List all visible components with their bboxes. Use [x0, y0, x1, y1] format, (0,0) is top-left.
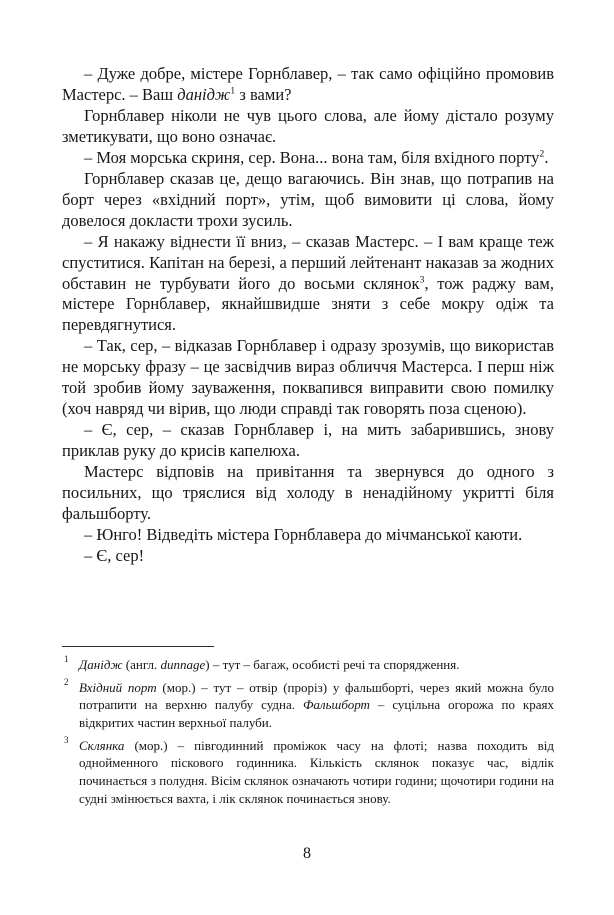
- page-number: 8: [303, 845, 311, 862]
- text-run: .: [544, 147, 549, 167]
- footnotes-block: [62, 656, 554, 812]
- text-run: Склянка: [79, 737, 125, 753]
- text-run: данідж: [177, 84, 231, 104]
- text-run: – суцільна огорожа по краях відкритих частин верхньої палуби.: [79, 697, 554, 731]
- footnote-separator: [62, 646, 214, 647]
- text-run: Вхідний порт: [79, 679, 157, 695]
- text-run: dunnage: [160, 657, 206, 672]
- text-run: – Дуже добре, містере Горнблавер, – так само офіційно промовив Мастерс. – Ваш: [62, 64, 554, 104]
- paragraph: [62, 64, 554, 106]
- text-run: – Я накажу віднести її вниз, – сказав Мастерс. – І вам краще теж спуститися. Капітан на березі, а перший лейтенант наказав за жодних обставин не турбувати його до восьми склянок: [62, 231, 554, 293]
- text-run: (мор.) – тут – отвір (проріз) у фальшборті, через який можна було потрапити на верхню палубу судна.: [79, 679, 554, 713]
- body-text: [62, 64, 554, 567]
- paragraph: [62, 546, 554, 567]
- paragraph: [62, 106, 554, 148]
- text-run: , тож раджу вам, містере Горнблавер, якнайшвидше зняти з себе мокру одіж та перевдягнутися.: [62, 273, 554, 335]
- paragraph: [62, 525, 554, 546]
- paragraph: [62, 420, 554, 462]
- paragraph: [62, 462, 554, 525]
- text-run: Мастерс відповів на привітання та звернувся до одного з посильних, що тряслися від холоду в ненадійному укритті біля фальшборту.: [62, 462, 554, 524]
- text-run: (мор.) – півгодинний проміжок часу на флоті; назва походить від однойменного піскового годинника. Кількість склянок показує час, відлік починається з полудня. Вісім склянок означають чотири години; щочотири години на судні змінюється вахта, і лік склянок починається знову.: [79, 737, 554, 806]
- paragraph: [62, 336, 554, 420]
- paragraph: [62, 169, 554, 232]
- text-run: Фальшборт: [302, 697, 370, 713]
- text-run: – Юнго! Відведіть містера Горнблавера до мічманської каюти.: [84, 524, 523, 544]
- text-run: – Так, сер, – відказав Горнблавер і одразу зрозумів, що використав не морську фразу – це засвідчив вираз обличчя Мастерса. І перш ніж той зробив йому зауваження, поквапився виправити свою помилку (хоч навряд чи вірив, що люди справді так говорять поза сценою).: [62, 336, 554, 419]
- footnote-reference: 2: [539, 148, 545, 160]
- text-run: Горнблавер ніколи не чув цього слова, але йому дістало розуму зметикувати, що воно означає.: [62, 105, 554, 146]
- footnote-item: 2 Вхідний порт (мор.) – тут – отвір (проріз) у фальшборті, через який можна було потрапити на верхню палубу судна. Фальшборт – суцільна огорожа по краях відкритих частин верхньої палуби.: [64, 676, 554, 731]
- text-run: – Є, сер, – сказав Горнблавер і, на мить забарившись, знову приклав руку до крисів капелюха.: [62, 420, 554, 461]
- text-run: з вами?: [235, 84, 292, 104]
- footnote-reference: 1: [230, 85, 236, 97]
- footnote-item: 1 Данідж (англ. dunnage) – тут – багаж, особисті речі та спорядження.: [64, 654, 460, 672]
- text-run: Данідж: [79, 657, 123, 672]
- text-run: (англ.: [122, 657, 161, 672]
- footnote-reference: 3: [419, 274, 425, 286]
- paragraph: [62, 232, 554, 337]
- text-run: Горнблавер сказав це, дещо вагаючись. Він знав, що потрапив на борт через «вхідний порт», утім, щоб вимовити ці слова, йому довелося докласти трохи зусиль.: [62, 168, 554, 230]
- text-run: – Є, сер!: [84, 545, 145, 565]
- footnote-item: 3 Склянка (мор.) – півгодинний проміжок часу на флоті; назва походить від однойменного піскового годинника. Кількість склянок показує час, відлік починається з полудня. Вісім склянок означають чотири години; щочотири години на судні змінюється вахта, і лік склянок починається знову.: [64, 734, 554, 806]
- paragraph: [62, 148, 554, 169]
- text-run: ) – тут – багаж, особисті речі та спорядження.: [205, 657, 460, 672]
- text-run: – Моя морська скриня, сер. Вона... вона там, біля вхідного порту: [84, 147, 540, 167]
